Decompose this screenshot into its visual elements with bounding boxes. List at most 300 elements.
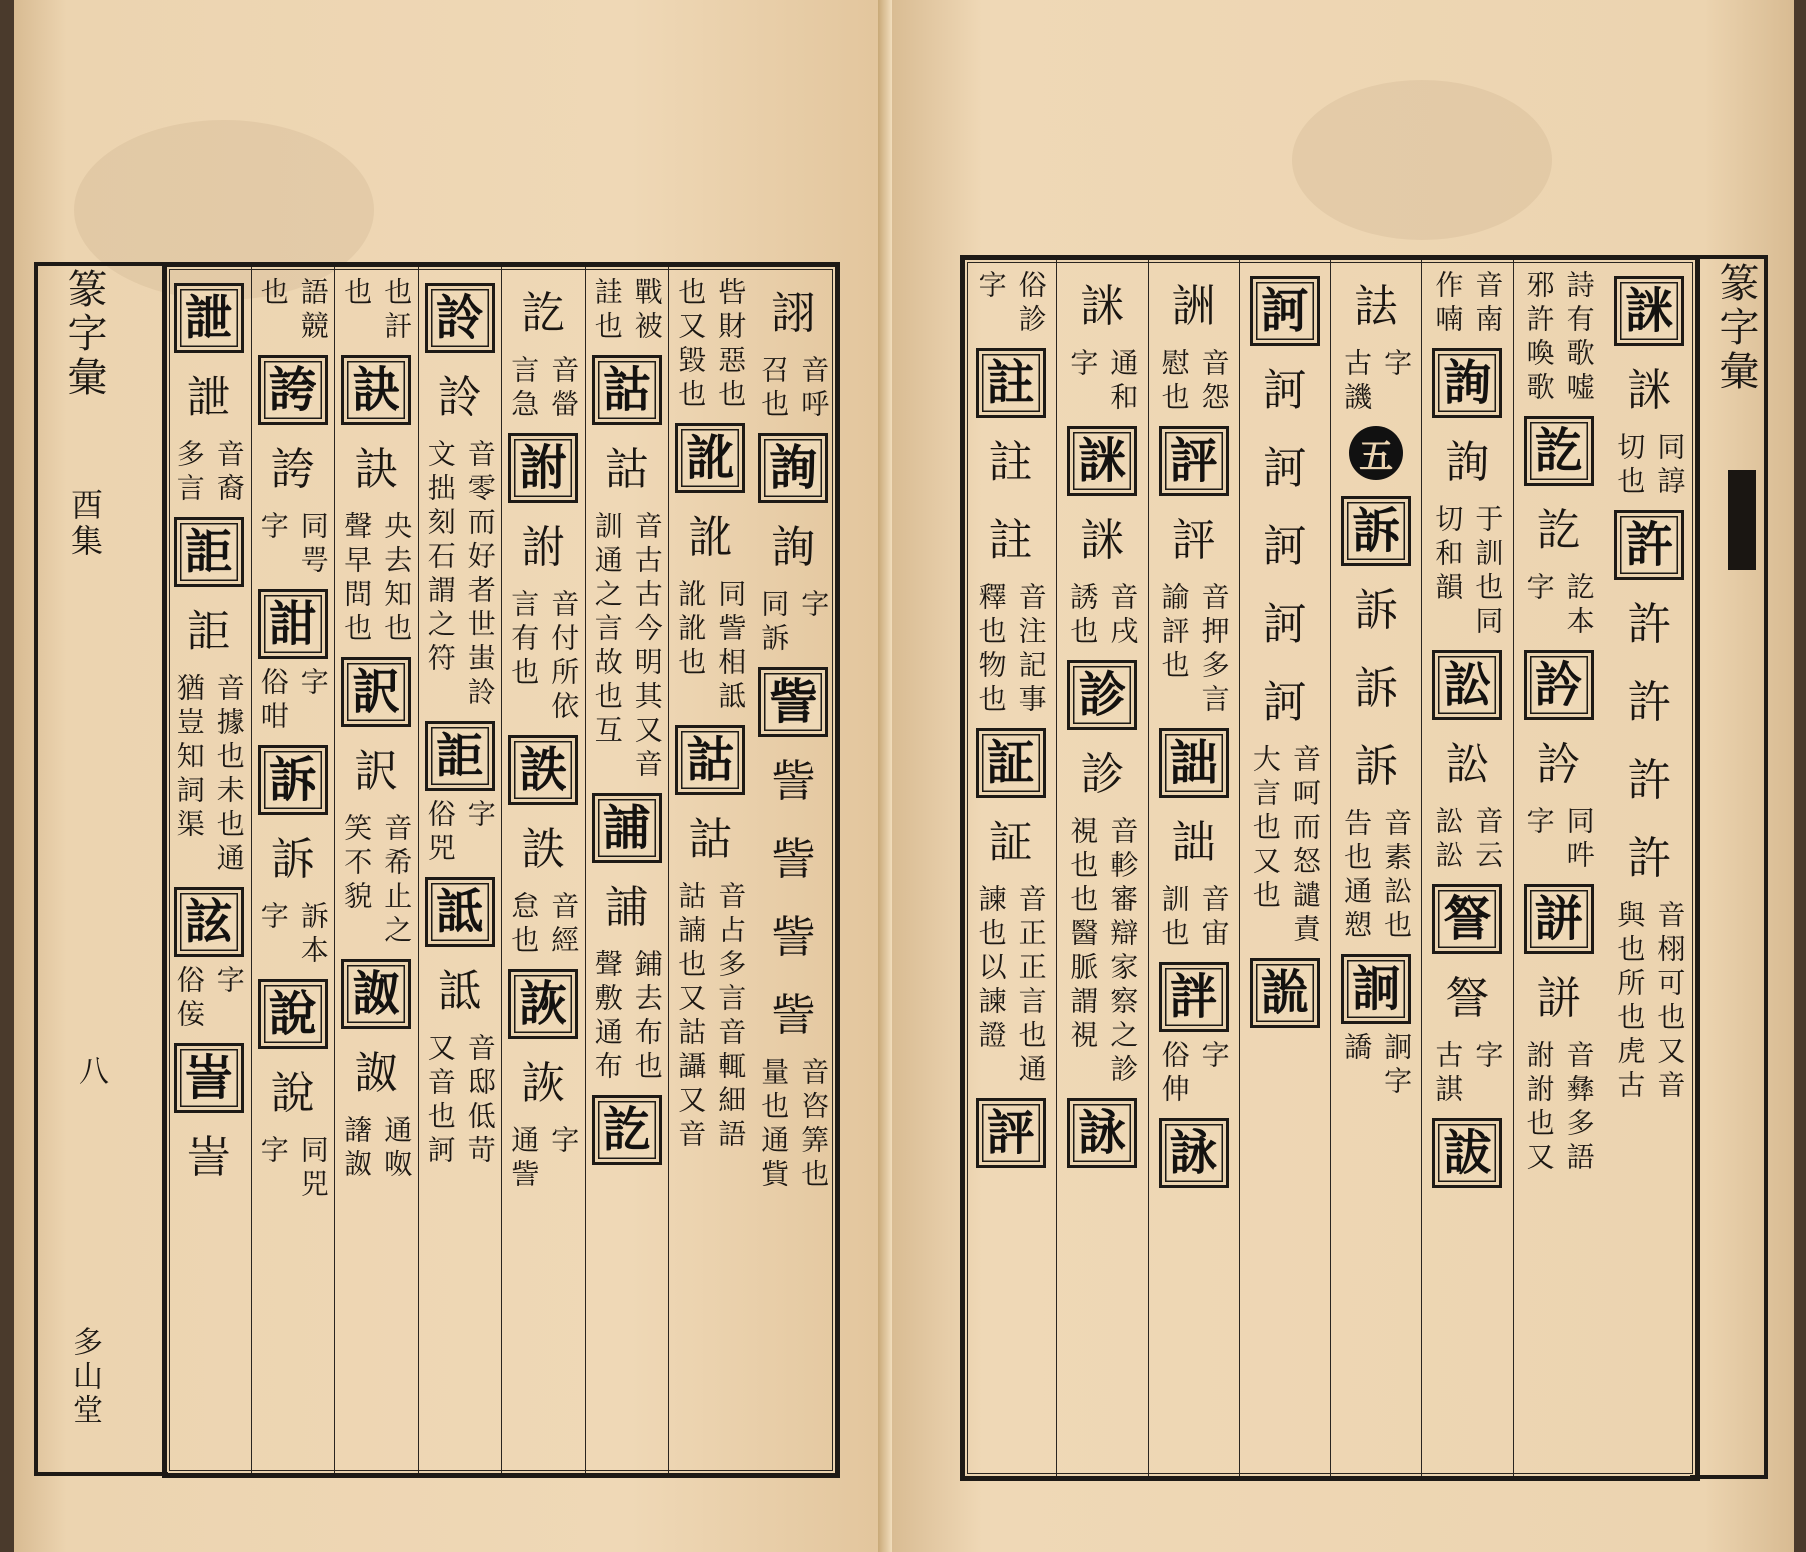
- headword-box: 詆: [425, 877, 495, 947]
- gloss-note: [255, 1135, 331, 1203]
- seal-script-form: 詸: [1080, 281, 1125, 332]
- gloss-line: 音據也未也通: [212, 673, 246, 877]
- gloss-note: [1521, 806, 1597, 874]
- dictionary-entry: [755, 425, 831, 659]
- dictionary-entry: [255, 971, 331, 1205]
- headword-box: 說: [258, 979, 328, 1049]
- dictionary-entry: [1247, 268, 1323, 950]
- gloss-line: 切也: [1613, 432, 1647, 500]
- text-column: [334, 267, 418, 1473]
- seal-script-form: 訡: [1536, 739, 1581, 790]
- gloss-line: 俗侫: [172, 965, 206, 1033]
- gloss-note: [973, 884, 1049, 1088]
- gloss-note: [338, 511, 414, 647]
- seal-script-form: 詆: [437, 966, 482, 1017]
- headword-box: 訴: [1341, 496, 1411, 566]
- gloss-line: 同諄: [1653, 432, 1687, 500]
- gloss-line: 音付所依: [547, 589, 581, 725]
- gloss-line: 通和: [1106, 348, 1140, 416]
- gloss-line: 字: [212, 965, 246, 999]
- gloss-line: 字: [256, 511, 290, 545]
- headword-box: 訔: [174, 1043, 244, 1113]
- gloss-line: 音邸低苛: [463, 1033, 497, 1169]
- gloss-line: 字: [463, 799, 497, 833]
- gloss-note: [1429, 1040, 1505, 1108]
- headword-box: 診: [1067, 660, 1137, 730]
- headword-box: 評: [976, 1098, 1046, 1168]
- gloss-note: [505, 589, 581, 725]
- seal-script-form: 註: [988, 437, 1033, 488]
- column-content: [1057, 268, 1147, 1468]
- gloss-line: 作喃: [1431, 270, 1465, 338]
- gloss-line: 字: [1066, 348, 1100, 382]
- gloss-note: [422, 799, 498, 867]
- gloss-line: 通呶: [380, 1115, 414, 1183]
- headword-box: 詁: [675, 725, 745, 795]
- headword-box: 詠: [1067, 1098, 1137, 1168]
- column-content: [335, 275, 418, 1465]
- section-label: 酉集: [66, 488, 104, 560]
- seal-script-form: 訴: [1354, 741, 1399, 792]
- seal-script-form: 詓: [1354, 281, 1399, 332]
- dictionary-entry: [171, 275, 247, 509]
- gloss-line: 俗兕: [423, 799, 457, 867]
- gloss-line: 呰財惡也: [714, 277, 748, 413]
- headword-box: 訖: [592, 1095, 662, 1165]
- seal-script-form: 詎: [186, 606, 231, 657]
- gloss-note: [1156, 348, 1232, 416]
- gloss-line: 同吽: [1562, 806, 1596, 874]
- gloss-note: [1338, 808, 1414, 944]
- dictionary-entry: [1432, 1110, 1502, 1194]
- seal-script-form: 註: [988, 515, 1033, 566]
- gloss-note: [755, 1057, 831, 1193]
- dictionary-entry: [255, 737, 331, 971]
- column-content: [1422, 268, 1512, 1468]
- gloss-line: 訓通之言故也互: [590, 511, 624, 749]
- gloss-note: [589, 277, 665, 345]
- gloss-line: 多言: [172, 439, 206, 507]
- gloss-note: [338, 1115, 414, 1183]
- gloss-line: 言急: [507, 355, 541, 423]
- gloss-line: 同兕: [296, 1135, 330, 1203]
- headword-box: 詸: [1067, 426, 1137, 496]
- gloss-note: [1064, 816, 1140, 1088]
- seal-script-form: 訖: [1536, 505, 1581, 556]
- gloss-line: 釋也物也: [974, 582, 1008, 718]
- left-page: [14, 0, 892, 1552]
- gloss-line: 音軫審辯家察之診: [1106, 816, 1140, 1088]
- gloss-note: [1156, 884, 1232, 952]
- headword-box: 詄: [508, 735, 578, 805]
- gloss-line: 音南: [1471, 270, 1505, 338]
- headword-box: 註: [976, 348, 1046, 418]
- gloss-note: [1611, 900, 1687, 1104]
- text-column: [1330, 260, 1421, 1476]
- gloss-line: 與也所也虎古: [1613, 900, 1647, 1104]
- column-content: [502, 275, 585, 1465]
- headword-box: 詙: [1432, 1118, 1502, 1188]
- text-column: [752, 267, 836, 1473]
- seal-script-form: 詢: [771, 522, 816, 573]
- seal-script-form: 許: [1627, 677, 1672, 728]
- seal-script-form: 詼: [521, 1058, 566, 1109]
- book-title: 篆字彙: [1713, 262, 1759, 394]
- dictionary-entry: [505, 727, 581, 961]
- gloss-note: [589, 511, 665, 783]
- gloss-line: 切和韻: [1431, 504, 1465, 606]
- dictionary-entry: [338, 275, 414, 347]
- dictionary-entry: [755, 275, 831, 425]
- dictionary-entry: [422, 275, 498, 713]
- column-content: [419, 275, 502, 1465]
- gloss-line: 諭評也: [1157, 582, 1191, 684]
- dictionary-entry: [338, 347, 414, 649]
- dictionary-entry: [1156, 268, 1232, 418]
- gloss-line: 古諆: [1431, 1040, 1465, 1108]
- headword-box: 詸: [1614, 276, 1684, 346]
- gloss-line: 詿也: [590, 277, 624, 345]
- gloss-note: [338, 813, 414, 949]
- gloss-line: 字: [1197, 1040, 1231, 1074]
- gloss-line: 音注記事: [1014, 582, 1048, 718]
- dictionary-entry: [976, 1090, 1046, 1174]
- right-text-frame: [960, 255, 1700, 1481]
- gloss-note: [505, 891, 581, 959]
- dictionary-entry: [1338, 946, 1414, 1102]
- dictionary-entry: [1521, 876, 1597, 1178]
- gloss-line: 詗字: [1380, 1032, 1414, 1100]
- dictionary-entry: [1156, 720, 1232, 954]
- dictionary-entry: [171, 509, 247, 879]
- gloss-line: 猶豈知詞渠: [172, 673, 206, 843]
- gloss-note: [255, 277, 331, 345]
- seal-script-form: 許: [1627, 599, 1672, 650]
- gloss-note: [755, 589, 831, 657]
- gloss-line: 視也也醫脈謂視: [1066, 816, 1100, 1054]
- seal-script-form: 許: [1627, 833, 1672, 884]
- gloss-line: 古譏: [1340, 348, 1374, 416]
- seal-script-form: 訟: [1445, 739, 1490, 790]
- dictionary-entry: [505, 275, 581, 425]
- gloss-note: [1611, 432, 1687, 500]
- dictionary-entry: [589, 785, 665, 1087]
- gloss-line: 音呵而怒譴責: [1288, 744, 1322, 948]
- text-column: [585, 267, 669, 1473]
- gloss-line: 音正正言也通: [1014, 884, 1048, 1088]
- gloss-line: 同訴: [757, 589, 791, 657]
- gloss-line: 字: [547, 1125, 581, 1159]
- gloss-line: 音云: [1471, 806, 1505, 874]
- gloss-note: [1064, 348, 1140, 416]
- gloss-line: 音經: [547, 891, 581, 959]
- headword-box: 詢: [1432, 348, 1502, 418]
- headword-box: 訟: [1432, 650, 1502, 720]
- text-column: [1421, 260, 1512, 1476]
- gloss-line: 音怨: [1197, 348, 1231, 416]
- text-column: [1513, 260, 1604, 1476]
- dictionary-entry: [973, 268, 1049, 340]
- gloss-line: 訴本: [296, 901, 330, 969]
- headword-box: 訾: [758, 667, 828, 737]
- gloss-line: 于訓也同: [1471, 504, 1505, 640]
- seal-script-form: 誇: [270, 444, 315, 495]
- gloss-line: 聲敷通布: [590, 949, 624, 1085]
- dictionary-entry: [589, 347, 665, 785]
- headword-box: 詤: [1250, 958, 1320, 1028]
- text-column: [668, 267, 752, 1473]
- seal-script-form: 詸: [1080, 515, 1125, 566]
- text-column: [1239, 260, 1330, 1476]
- dictionary-entry: [672, 717, 748, 1155]
- gloss-line: 告也通愬: [1340, 808, 1374, 944]
- dictionary-entry: [973, 340, 1049, 720]
- seal-script-form: 診: [1080, 749, 1125, 800]
- gloss-line: 又音也訶: [423, 1033, 457, 1169]
- seal-script-form: 証: [988, 817, 1033, 868]
- dictionary-entry: [589, 275, 665, 347]
- headword-box: 許: [1614, 510, 1684, 580]
- text-column: [1056, 260, 1147, 1476]
- dictionary-entry: [1250, 950, 1320, 1034]
- dictionary-entry: [255, 275, 331, 347]
- seal-script-form: 評: [1171, 515, 1216, 566]
- headword-box: 詃: [174, 887, 244, 957]
- gloss-line: 央去知也: [380, 511, 414, 647]
- gloss-line: 音宙: [1197, 884, 1231, 952]
- headword-box: 訛: [675, 423, 745, 493]
- seal-script-form: 詧: [1445, 973, 1490, 1024]
- headword-box: 詢: [758, 433, 828, 503]
- column-content: [1149, 268, 1239, 1468]
- text-column: [167, 267, 251, 1473]
- seal-script-form: 訶: [1262, 521, 1307, 572]
- text-column: [965, 260, 1056, 1476]
- gloss-note: [1429, 806, 1505, 874]
- seal-script-form: 誁: [1536, 973, 1581, 1024]
- gloss-line: 詁諵也又詁讘又音: [674, 881, 708, 1153]
- gloss-line: 音戌: [1106, 582, 1140, 650]
- folio-number: 八: [73, 1055, 108, 1089]
- dictionary-entry: [422, 713, 498, 869]
- seal-script-form: 訔: [186, 1132, 231, 1183]
- text-column: [1604, 260, 1695, 1476]
- book-title: 篆字彙: [61, 268, 107, 400]
- headword-box: 訳: [341, 657, 411, 727]
- headword-box: 詉: [341, 959, 411, 1029]
- seal-script-form: 詁: [604, 444, 649, 495]
- dictionary-entry: [1429, 876, 1505, 1110]
- column-content: [1240, 268, 1330, 1468]
- column-content: [167, 275, 251, 1465]
- gloss-line: 聲早問也: [340, 511, 374, 647]
- seal-script-form: 詘: [1171, 817, 1216, 868]
- seal-script-form: 詡: [771, 288, 816, 339]
- gloss-line: 詩有歌嘘: [1562, 270, 1596, 406]
- headword-box: 訶: [1250, 276, 1320, 346]
- gloss-note: [1429, 504, 1505, 640]
- gloss-note: [505, 355, 581, 423]
- gloss-line: 字: [1522, 806, 1556, 840]
- gloss-note: [973, 582, 1049, 718]
- gloss-line: 俗伸: [1157, 1040, 1191, 1108]
- publisher-mark: 多山堂: [67, 1326, 102, 1428]
- gloss-line: 音占多言音輒細語: [714, 881, 748, 1153]
- seal-script-form: 訾: [771, 990, 816, 1041]
- column-content: [752, 275, 836, 1465]
- gloss-line: 音㽦: [547, 355, 581, 423]
- left-text-frame: [162, 262, 840, 1478]
- dictionary-entry: [1521, 408, 1597, 642]
- dictionary-entry: [1429, 642, 1505, 876]
- seal-script-form: 詸: [1627, 365, 1672, 416]
- gloss-note: [1338, 348, 1414, 416]
- headword-box: 詗: [1341, 954, 1411, 1024]
- headword-box: 詠: [1159, 1118, 1229, 1188]
- seal-script-form: 訣: [354, 444, 399, 495]
- gloss-line: 譇詉: [340, 1115, 374, 1183]
- dictionary-entry: [1064, 418, 1140, 652]
- gloss-line: 文拙刻石謂之符: [423, 439, 457, 677]
- gloss-line: 訓也: [1157, 884, 1191, 952]
- seal-script-form: 訴: [1354, 663, 1399, 714]
- column-content: [1331, 268, 1421, 1468]
- gloss-line: 同訾相詆: [714, 579, 748, 715]
- gloss-line: 鋪去布也: [630, 949, 664, 1085]
- gloss-line: 音希止之: [380, 813, 414, 949]
- gloss-note: [1156, 582, 1232, 718]
- headword-box: 訣: [341, 355, 411, 425]
- seal-script-form: 訾: [771, 912, 816, 963]
- gloss-line: 字: [296, 667, 330, 701]
- gloss-note: [1521, 572, 1597, 640]
- gloss-line: 音裔: [212, 439, 246, 507]
- seal-script-form: 詄: [521, 824, 566, 875]
- gloss-note: [422, 439, 498, 711]
- gloss-line: 音呼: [797, 355, 831, 423]
- gloss-line: 召也: [757, 355, 791, 423]
- dictionary-entry: [1338, 488, 1414, 946]
- gloss-note: [1064, 582, 1140, 650]
- seal-script-form: 訶: [1262, 599, 1307, 650]
- gloss-line: 字: [1380, 348, 1414, 382]
- dictionary-entry: [1429, 268, 1505, 340]
- dictionary-entry: [505, 425, 581, 727]
- dictionary-entry: [1064, 268, 1140, 418]
- gloss-line: 誘也: [1066, 582, 1100, 650]
- seal-script-form: 誧: [604, 882, 649, 933]
- seal-script-form: 訶: [1262, 443, 1307, 494]
- gloss-note: [1338, 1032, 1414, 1100]
- dictionary-entry: [755, 659, 831, 1195]
- text-column: [418, 267, 502, 1473]
- gloss-note: [1521, 270, 1597, 406]
- gloss-line: 訟訟: [1431, 806, 1465, 874]
- gloss-note: [1429, 270, 1505, 338]
- seal-script-form: 詂: [521, 522, 566, 573]
- gloss-note: [338, 277, 414, 345]
- column-content: [1514, 268, 1604, 1468]
- seal-script-form: 詍: [186, 372, 231, 423]
- gloss-line: 語競: [296, 277, 330, 345]
- gloss-line: 言有也: [507, 589, 541, 691]
- headword-box: 誧: [592, 793, 662, 863]
- gloss-line: 慰也: [1157, 348, 1191, 416]
- column-content: [586, 275, 669, 1465]
- gloss-note: [255, 511, 331, 579]
- gloss-line: 詂詂也又: [1522, 1040, 1556, 1176]
- gloss-line: 音彝多語: [1562, 1040, 1596, 1176]
- radical-stroke-marker: 五: [1349, 426, 1403, 480]
- gloss-line: 戰被: [630, 277, 664, 345]
- headword-box: 詂: [508, 433, 578, 503]
- column-content: [252, 275, 335, 1465]
- dictionary-entry: [338, 649, 414, 951]
- headword-box: 詁: [592, 355, 662, 425]
- gloss-note: [672, 579, 748, 715]
- text-column: [251, 267, 335, 1473]
- dictionary-entry: [1521, 642, 1597, 876]
- dictionary-entry: [1611, 268, 1687, 502]
- column-content: [669, 275, 752, 1465]
- dictionary-entry: [1611, 502, 1687, 1106]
- gloss-line: 字: [797, 589, 831, 623]
- headword-box: 誇: [258, 355, 328, 425]
- gloss-note: [1247, 744, 1323, 948]
- gloss-line: 邪許喚歌: [1522, 270, 1556, 406]
- gloss-line: 字: [1522, 572, 1556, 606]
- right-page: [892, 0, 1794, 1552]
- gloss-line: 音素訟也: [1380, 808, 1414, 944]
- gloss-line: 音押多言: [1197, 582, 1231, 718]
- gloss-line: 音古古今明其又音: [630, 511, 664, 783]
- headword-box: 誁: [1524, 884, 1594, 954]
- gloss-note: [171, 439, 247, 507]
- dictionary-entry: [672, 275, 748, 415]
- dictionary-entry: [171, 879, 247, 1035]
- gloss-line: 音咨筭也: [797, 1057, 831, 1193]
- dictionary-entry: [592, 1087, 662, 1171]
- gloss-line: 訛訛也: [674, 579, 708, 681]
- headword-box: 証: [976, 728, 1046, 798]
- gloss-line: 字: [256, 1135, 290, 1169]
- left-margin-box: [34, 262, 168, 1476]
- seal-script-form: 訾: [771, 756, 816, 807]
- gloss-line: 譑: [1340, 1032, 1374, 1066]
- gloss-line: 通訾: [507, 1125, 541, 1193]
- dictionary-entry: [255, 347, 331, 581]
- gloss-line: 俗診: [1014, 270, 1048, 338]
- gloss-line: 怠也: [507, 891, 541, 959]
- seal-script-form: 詉: [354, 1048, 399, 1099]
- right-margin-box: [1690, 255, 1768, 1479]
- gloss-note: [1156, 1040, 1232, 1108]
- dictionary-entry: [1159, 1110, 1229, 1194]
- gloss-note: [505, 1125, 581, 1193]
- gloss-line: 也: [340, 277, 374, 311]
- headword-box: 詌: [258, 589, 328, 659]
- seal-script-form: 訶: [1262, 365, 1307, 416]
- gloss-note: [255, 667, 331, 735]
- gloss-line: 也又毀也: [674, 277, 708, 413]
- dictionary-entry: [672, 415, 748, 717]
- dictionary-entry: [255, 581, 331, 737]
- gloss-note: [755, 355, 831, 423]
- gloss-note: [672, 881, 748, 1153]
- seal-script-form: 許: [1627, 755, 1672, 806]
- paper-stain: [1292, 80, 1552, 240]
- dictionary-entry: [1349, 418, 1403, 488]
